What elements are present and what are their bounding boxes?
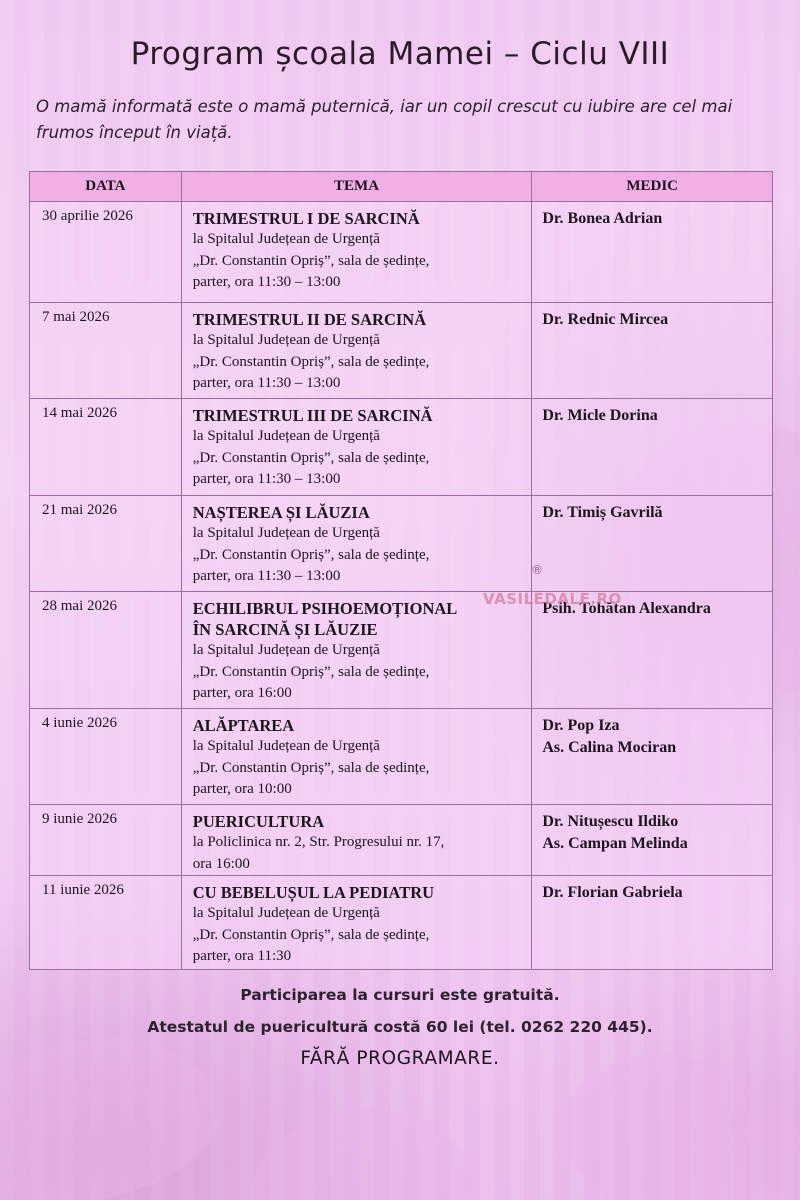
topic-title xyxy=(193,208,526,229)
detail-line: la Spitalul Județean de Urgență xyxy=(192,428,380,444)
session-topic xyxy=(181,805,532,876)
medic-name: Psih. Tohătan Alexandra xyxy=(542,600,711,617)
detail-line: parter, ora 16:00 xyxy=(192,685,292,701)
session-topic xyxy=(181,202,532,303)
session-topic xyxy=(181,399,532,496)
session-medic xyxy=(532,303,773,399)
topic-details xyxy=(193,330,526,395)
table-row xyxy=(30,303,773,399)
topic-title xyxy=(193,811,526,832)
topic-details xyxy=(193,229,526,294)
detail-line: „Dr. Constantin Opriș”, sala de ședințe, xyxy=(192,353,430,370)
session-date: 14 mai 2026 xyxy=(30,399,182,496)
header-medic: MEDIC xyxy=(532,172,773,202)
topic-title xyxy=(193,598,526,640)
footer-certificate-cost: Atestatul de puericultură costă 60 lei (tel. 0262 220 445). xyxy=(147,1018,653,1036)
topic-details xyxy=(193,736,526,801)
header-date: DATA xyxy=(30,172,182,202)
topic-details xyxy=(193,640,526,705)
medic-name: Dr. Rednic Mircea xyxy=(542,311,669,328)
topic-title-line: PUERICULTURA xyxy=(192,812,325,831)
table-row xyxy=(30,592,773,709)
session-date: 9 iunie 2026 xyxy=(30,805,182,876)
table-row xyxy=(30,202,773,303)
session-medic xyxy=(532,805,773,876)
detail-line: „Dr. Constantin Opriș”, sala de ședințe, xyxy=(192,449,430,466)
detail-line: ora 16:00 xyxy=(192,855,250,872)
session-topic xyxy=(181,876,532,970)
footer-no-appointment: FĂRĂ PROGRAMARE. xyxy=(300,1048,500,1069)
session-topic xyxy=(181,496,532,592)
session-date: 11 iunie 2026 xyxy=(30,876,182,970)
detail-line: parter, ora 10:00 xyxy=(192,781,292,797)
detail-line: la Spitalul Județean de Urgență xyxy=(192,738,380,754)
session-topic xyxy=(181,592,532,709)
decorative-petal xyxy=(244,1099,476,1200)
session-date: 7 mai 2026 xyxy=(30,303,182,399)
detail-line: la Spitalul Județean de Urgență xyxy=(192,905,380,921)
medic-name: Dr. Nitușescu Ildiko xyxy=(542,813,679,830)
topic-details xyxy=(193,523,526,588)
detail-line: „Dr. Constantin Opriș”, sala de ședințe, xyxy=(192,759,430,776)
footer-notes xyxy=(0,986,800,1069)
topic-title xyxy=(193,309,526,330)
table-row xyxy=(30,876,773,970)
session-medic xyxy=(532,876,773,970)
detail-line: la Spitalul Județean de Urgență xyxy=(192,525,380,541)
detail-line: parter, ora 11:30 – 13:00 xyxy=(192,375,341,391)
table-row xyxy=(30,399,773,496)
detail-line: parter, ora 11:30 – 13:00 xyxy=(192,471,341,487)
session-topic xyxy=(181,709,532,805)
topic-title xyxy=(193,882,526,903)
session-medic xyxy=(532,399,773,496)
detail-line: la Spitalul Județean de Urgență xyxy=(192,642,380,658)
assistant-name: As. Calina Mociran xyxy=(542,738,677,756)
session-medic xyxy=(532,709,773,805)
watermark-text: VASILEDALE.RO xyxy=(483,590,622,608)
medic-name: Dr. Florian Gabriela xyxy=(542,884,683,901)
topic-title-line: CU BEBELUȘUL LA PEDIATRU xyxy=(192,883,435,902)
topic-details xyxy=(193,426,526,491)
topic-details xyxy=(193,903,526,968)
page-subtitle: O mamă informată este o mamă puternică, iar un copil crescut cu iubire are cel mai frumos început în viață. xyxy=(36,97,733,142)
schedule-table xyxy=(29,171,773,970)
topic-title-line: TRIMESTRUL III DE SARCINĂ xyxy=(192,406,433,425)
session-date: 30 aprilie 2026 xyxy=(30,202,182,303)
topic-title xyxy=(193,715,526,736)
detail-line: parter, ora 11:30 – 13:00 xyxy=(192,274,341,290)
detail-line: „Dr. Constantin Opriș”, sala de ședințe, xyxy=(192,546,430,563)
detail-line: „Dr. Constantin Opriș”, sala de ședințe, xyxy=(192,663,430,680)
detail-line: „Dr. Constantin Opriș”, sala de ședințe, xyxy=(192,926,430,943)
detail-line: la Policlinica nr. 2, Str. Progresului nr. 17, xyxy=(192,834,445,850)
session-medic xyxy=(532,592,773,709)
detail-line: la Spitalul Județean de Urgență xyxy=(192,332,380,348)
session-date: 4 iunie 2026 xyxy=(30,709,182,805)
table-row xyxy=(30,709,773,805)
topic-title-line: ALĂPTAREA xyxy=(192,716,295,735)
table-header-row xyxy=(30,172,773,202)
topic-title xyxy=(193,502,526,523)
detail-line: la Spitalul Județean de Urgență xyxy=(192,231,380,247)
medic-name: Dr. Micle Dorina xyxy=(542,407,658,424)
detail-line: parter, ora 11:30 xyxy=(192,948,292,964)
watermark-registered-mark: ® xyxy=(531,563,543,577)
topic-title-line: ECHILIBRUL PSIHOEMOȚIONAL xyxy=(192,599,458,618)
page-title: Program școala Mamei – Ciclu VIII xyxy=(130,36,670,72)
topic-title xyxy=(193,405,526,426)
topic-title-line: NAȘTEREA ȘI LĂUZIA xyxy=(192,503,370,522)
session-topic xyxy=(181,303,532,399)
medic-name: Dr. Timiș Gavrilă xyxy=(542,504,663,521)
session-date: 28 mai 2026 xyxy=(30,592,182,709)
medic-name: Dr. Bonea Adrian xyxy=(542,210,663,227)
session-medic xyxy=(532,496,773,592)
topic-title-line: ÎN SARCINĂ ȘI LĂUZIE xyxy=(192,620,378,639)
session-medic xyxy=(532,202,773,303)
detail-line: „Dr. Constantin Opriș”, sala de ședințe, xyxy=(192,252,430,269)
header-topic: TEMA xyxy=(181,172,532,202)
assistant-name: As. Campan Melinda xyxy=(542,834,688,852)
topic-title-line: TRIMESTRUL I DE SARCINĂ xyxy=(192,209,420,228)
medic-name: Dr. Pop Iza xyxy=(542,717,620,734)
session-date: 21 mai 2026 xyxy=(30,496,182,592)
topic-details xyxy=(193,832,526,875)
footer-free-participation: Participarea la cursuri este gratuită. xyxy=(240,986,560,1004)
table-row xyxy=(30,496,773,592)
table-row xyxy=(30,805,773,876)
detail-line: parter, ora 11:30 – 13:00 xyxy=(192,568,341,584)
topic-title-line: TRIMESTRUL II DE SARCINĂ xyxy=(192,310,427,329)
